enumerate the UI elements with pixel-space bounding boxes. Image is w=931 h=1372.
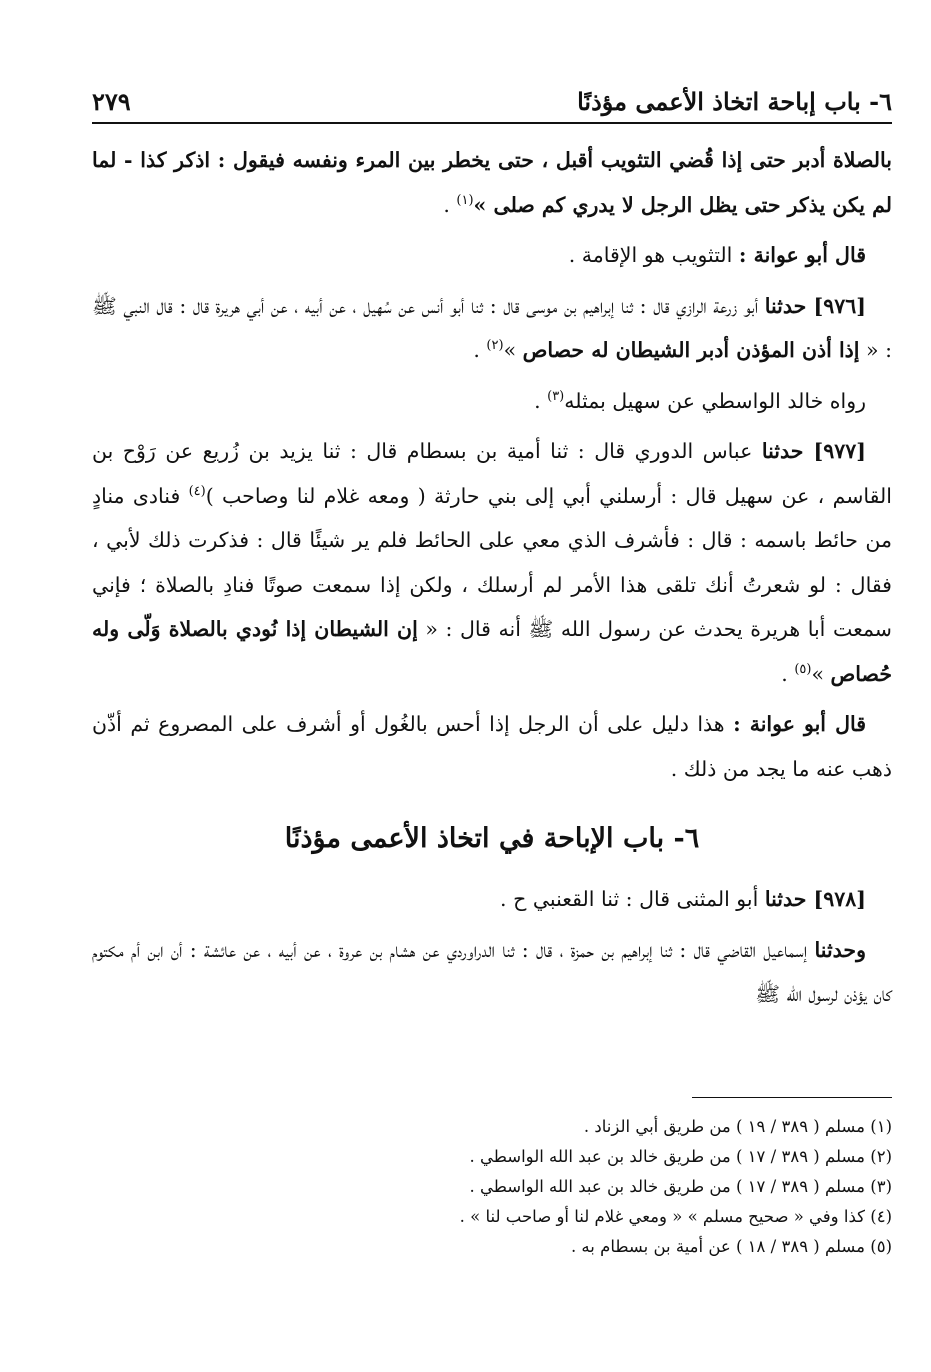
running-title: ٦- باب إباحة اتخاذ الأعمى مؤذنًا bbox=[577, 87, 892, 116]
paragraph-6: قال أبو عوانة : هذا دليل على أن الرجل إذا أحس بالغُول أو أشرف على المصروع ثم أذّن ذهب عنه ما يجد من ذلك . bbox=[92, 712, 892, 781]
hadith-number: [٩٧٦] bbox=[813, 293, 866, 318]
page-header bbox=[92, 76, 892, 124]
main-text bbox=[92, 138, 892, 1017]
footnotes bbox=[92, 1112, 892, 1262]
paragraph-8: وحدثنا إسماعيل القاضي قال : ثنا إبراهيم بن حمزة ، قال : ثنا الدراوردي عن هشام بن عروة ، عن أبيه ، عن عائشة : أن ابن أم مكتوم كان يؤذن لرسول الله ﷺ bbox=[92, 937, 892, 1006]
footnote-divider bbox=[692, 1097, 892, 1098]
hadith-number: [٩٧٧] bbox=[813, 439, 866, 463]
paragraph-2: قال أبو عوانة : التثويب هو الإقامة . bbox=[568, 243, 866, 267]
footnote-2: (٢) مسلم ( ٣٨٩ / ١٧ ) من طريق خالد بن عبد الله الواسطي . bbox=[469, 1147, 892, 1166]
footnote-5: (٥) مسلم ( ٣٨٩ / ١٨ ) عن أمية بن بسطام به . bbox=[570, 1237, 892, 1256]
section-heading: ٦- باب الإباحة في اتخاذ الأعمى مؤذنًا bbox=[284, 823, 700, 854]
hadith-976: [٩٧٦] حدثنا أبو زرعة الرازي قال : ثنا إبراهيم بن موسى قال : ثنا أبو أنس عن سُهيل ، عن أبيه ، عن أبي هريرة قال : قال النبي ﷺ : « إذا أذن المؤذن أدبر الشيطان له حصاص »$^{(٢)}$ . bbox=[92, 293, 892, 362]
footnote-1: (١) مسلم ( ٣٨٩ / ١٩ ) من طريق أبي الزناد . bbox=[583, 1117, 892, 1136]
paragraph-1: بالصلاة أدبر حتى إذا قُضي التثويب أقبل ، حتى يخطر بين المرء ونفسه فيقول : اذكر كذا - لما لم يكن يذكر حتى يظل الرجل لا يدري كم صلى »$^{(١)}$ . bbox=[92, 148, 892, 217]
footnote-4: (٤) كذا وفي « صحيح مسلم » « ومعي غلام لنا أو صاحب لنا » . bbox=[459, 1207, 892, 1226]
paragraph-4: رواه خالد الواسطي عن سهيل بمثله$^{(٣)}$ . bbox=[534, 388, 866, 413]
page-number: ٢٧٩ bbox=[92, 87, 131, 116]
hadith-number: [٩٧٨] bbox=[813, 887, 866, 911]
footnote-3: (٣) مسلم ( ٣٨٩ / ١٧ ) من طريق خالد بن عبد الله الواسطي . bbox=[469, 1177, 892, 1196]
hadith-978: [٩٧٨] حدثنا أبو المثنى قال : ثنا القعنبي ح . bbox=[500, 887, 866, 911]
book-page bbox=[92, 76, 892, 1023]
hadith-977: [٩٧٧] حدثنا عباس الدوري قال : ثنا أمية بن بسطام قال : ثنا يزيد بن زُريع عن رَوْح بن القاسم ، عن سهيل قال : أرسلني أبي إلى بني حارثة ( ومعه غلام لنا وصاحب )$^{(٤)}$ فنادى منادٍ من حائط باسمه : قال : فأشرف الذي معي على الحائط فلم ير شيئًا قال : فذكرت ذلك لأبي ، فقال : لو شعرتُ أنك تلقى هذا الأمر لم أرسلك ، ولكن إذا سمعت صوتًا فنادِ بالصلاة ؛ فإني سمعت أبا هريرة يحدث عن رسول الله ﷺ أنه قال : « إن الشيطان إذا نُودي بالصلاة وَلّى وله حُصاص »$^{(٥)}$ . bbox=[92, 439, 892, 686]
